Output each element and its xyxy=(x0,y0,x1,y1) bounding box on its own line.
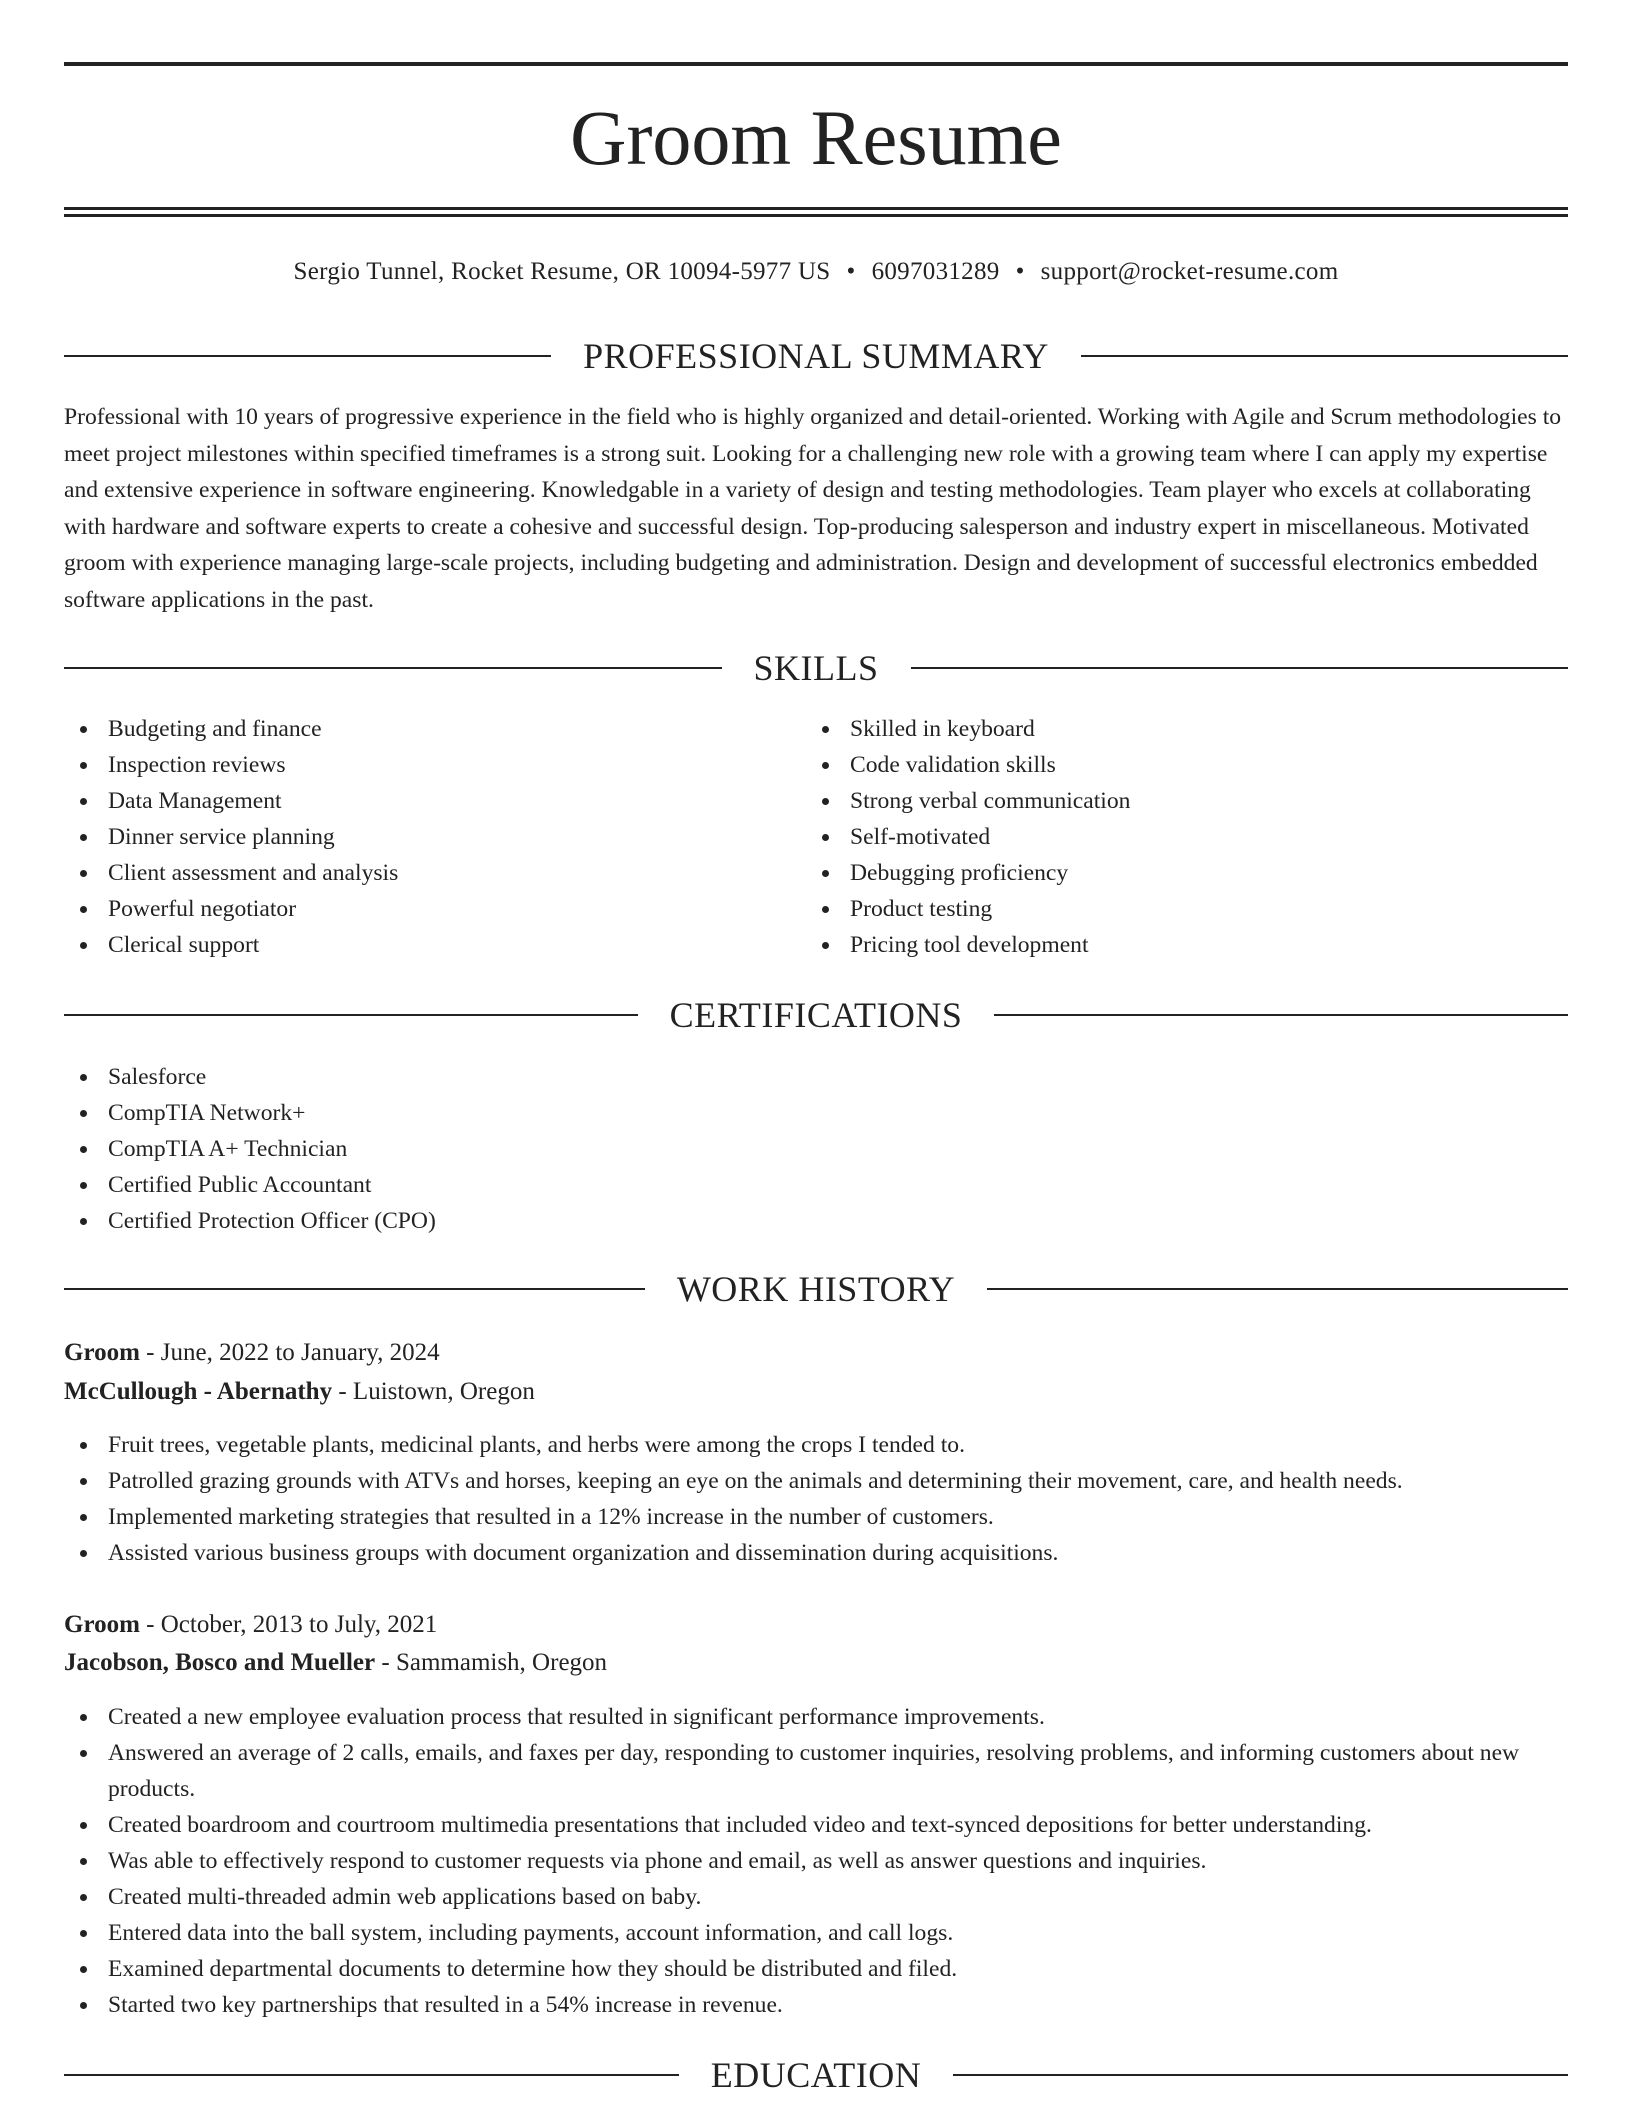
certification-item: Certified Protection Officer (CPO) xyxy=(64,1203,1568,1239)
job-company: Jacobson, Bosco and Mueller xyxy=(64,1649,376,1676)
job-title-line: Groom - June, 2022 to January, 2024 xyxy=(64,1339,440,1366)
section-heading-summary xyxy=(64,334,1568,378)
skill-item: Product testing xyxy=(806,891,1506,927)
contact-phone: 6097031289 xyxy=(871,258,1000,285)
resume-title: Groom Resume xyxy=(570,94,1062,181)
job-company-line: McCullough - Abernathy - Luistown, Oregon xyxy=(64,1378,535,1405)
heading-rule xyxy=(64,2074,679,2076)
section-title: PROFESSIONAL SUMMARY xyxy=(583,336,1049,376)
section-heading-work-history xyxy=(64,1267,1568,1311)
job-location: Luistown, Oregon xyxy=(352,1378,535,1405)
job-location: Sammamish, Oregon xyxy=(395,1649,608,1676)
certification-item: Certified Public Accountant xyxy=(64,1167,1568,1203)
skill-item: Code validation skills xyxy=(806,747,1506,783)
job-dates: June, 2022 to January, 2024 xyxy=(160,1339,440,1366)
contact-separator: • xyxy=(846,258,856,285)
skill-item: Self-motivated xyxy=(806,819,1506,855)
skill-item: Inspection reviews xyxy=(64,747,764,783)
section-heading-education xyxy=(64,2053,1568,2097)
contact-email: support@rocket-resume.com xyxy=(1040,258,1339,285)
job-bullet: Was able to effectively respond to customer requests via phone and email, as well as answer questions and inquiries. xyxy=(64,1843,1568,1879)
job-bullet: Created multi-threaded admin web applications based on baby. xyxy=(64,1879,1568,1915)
job-bullet: Started two key partnerships that resulted in a 54% increase in revenue. xyxy=(64,1987,1568,2023)
skill-item: Budgeting and finance xyxy=(64,711,764,747)
heading-rule xyxy=(953,2074,1568,2076)
skill-item: Debugging proficiency xyxy=(806,855,1506,891)
contact-separator: • xyxy=(1015,258,1025,285)
heading-rule xyxy=(64,1288,645,1290)
skill-item: Data Management xyxy=(64,783,764,819)
heading-rule xyxy=(911,667,1569,669)
title-double-rule xyxy=(64,207,1568,217)
job-bullet: Fruit trees, vegetable plants, medicinal plants, and herbs were among the crops I tended to. xyxy=(64,1427,1568,1463)
summary-paragraph: Professional with 10 years of progressive experience in the field who is highly organized and detail-oriented. Working with Agile and Scrum methodologies to meet project milestones within specified timeframes is a strong suit. Looking for a challenging new role with a growing team where I can apply my expertise and extensive experience in software engineering. Knowledgable in a variety of design and testing methodologies. Team player who excels at collaborating with hardware and software experts to create a cohesive and successful design. Top-producing salesperson and industry expert in miscellaneous. Motivated groom with experience managing large-scale projects, including budgeting and administration. Design and development of successful electronics embedded software applications in the past. xyxy=(64,404,1562,613)
skill-item: Powerful negotiator xyxy=(64,891,764,927)
certification-item: CompTIA Network+ xyxy=(64,1095,1568,1131)
job-bullet: Patrolled grazing grounds with ATVs and horses, keeping an eye on the animals and determining their movement, care, and health needs. xyxy=(64,1463,1568,1499)
section-title: CERTIFICATIONS xyxy=(669,995,963,1035)
skill-item: Dinner service planning xyxy=(64,819,764,855)
skill-item: Clerical support xyxy=(64,927,764,963)
heading-rule xyxy=(64,355,551,357)
skills-list-right xyxy=(806,711,1506,963)
job-bullets xyxy=(64,1699,1568,2023)
job-bullet: Created a new employee evaluation process that resulted in significant performance improvements. xyxy=(64,1699,1568,1735)
certifications-list xyxy=(64,1059,1568,1239)
job-title: Groom xyxy=(64,1339,140,1366)
skills-list-left xyxy=(64,711,764,963)
section-heading-skills xyxy=(64,646,1568,690)
job-bullet: Created boardroom and courtroom multimedia presentations that included video and text-synced depositions for better understanding. xyxy=(64,1807,1568,1843)
section-heading-certifications xyxy=(64,993,1568,1037)
top-rule xyxy=(64,62,1568,66)
job-dates: October, 2013 to July, 2021 xyxy=(160,1611,438,1638)
section-title: SKILLS xyxy=(753,648,879,688)
job-bullet: Answered an average of 2 calls, emails, and faxes per day, responding to customer inquiries, resolving problems, and informing customers about new products. xyxy=(64,1735,1568,1807)
contact-address: Sergio Tunnel, Rocket Resume, OR 10094-5977 US xyxy=(293,258,831,285)
section-title: WORK HISTORY xyxy=(676,1269,956,1309)
section-title: EDUCATION xyxy=(710,2055,922,2095)
job-company: McCullough - Abernathy xyxy=(64,1378,333,1405)
heading-rule xyxy=(1081,355,1568,357)
heading-rule xyxy=(64,667,722,669)
job-bullet: Examined departmental documents to determine how they should be distributed and filed. xyxy=(64,1951,1568,1987)
certification-item: CompTIA A+ Technician xyxy=(64,1131,1568,1167)
skill-item: Strong verbal communication xyxy=(806,783,1506,819)
certification-item: Salesforce xyxy=(64,1059,1568,1095)
skill-item: Client assessment and analysis xyxy=(64,855,764,891)
job-bullet: Assisted various business groups with document organization and dissemination during acquisitions. xyxy=(64,1535,1568,1571)
heading-rule xyxy=(994,1014,1568,1016)
job-bullets xyxy=(64,1427,1568,1571)
job-title-line: Groom - October, 2013 to July, 2021 xyxy=(64,1611,438,1638)
job-title: Groom xyxy=(64,1611,140,1638)
job-bullet: Entered data into the ball system, including payments, account information, and call logs. xyxy=(64,1915,1568,1951)
job-company-line: Jacobson, Bosco and Mueller - Sammamish, Oregon xyxy=(64,1649,608,1676)
job-bullet: Implemented marketing strategies that resulted in a 12% increase in the number of customers. xyxy=(64,1499,1568,1535)
skill-item: Skilled in keyboard xyxy=(806,711,1506,747)
contact-line xyxy=(64,252,1568,292)
heading-rule xyxy=(987,1288,1568,1290)
skill-item: Pricing tool development xyxy=(806,927,1506,963)
heading-rule xyxy=(64,1014,638,1016)
